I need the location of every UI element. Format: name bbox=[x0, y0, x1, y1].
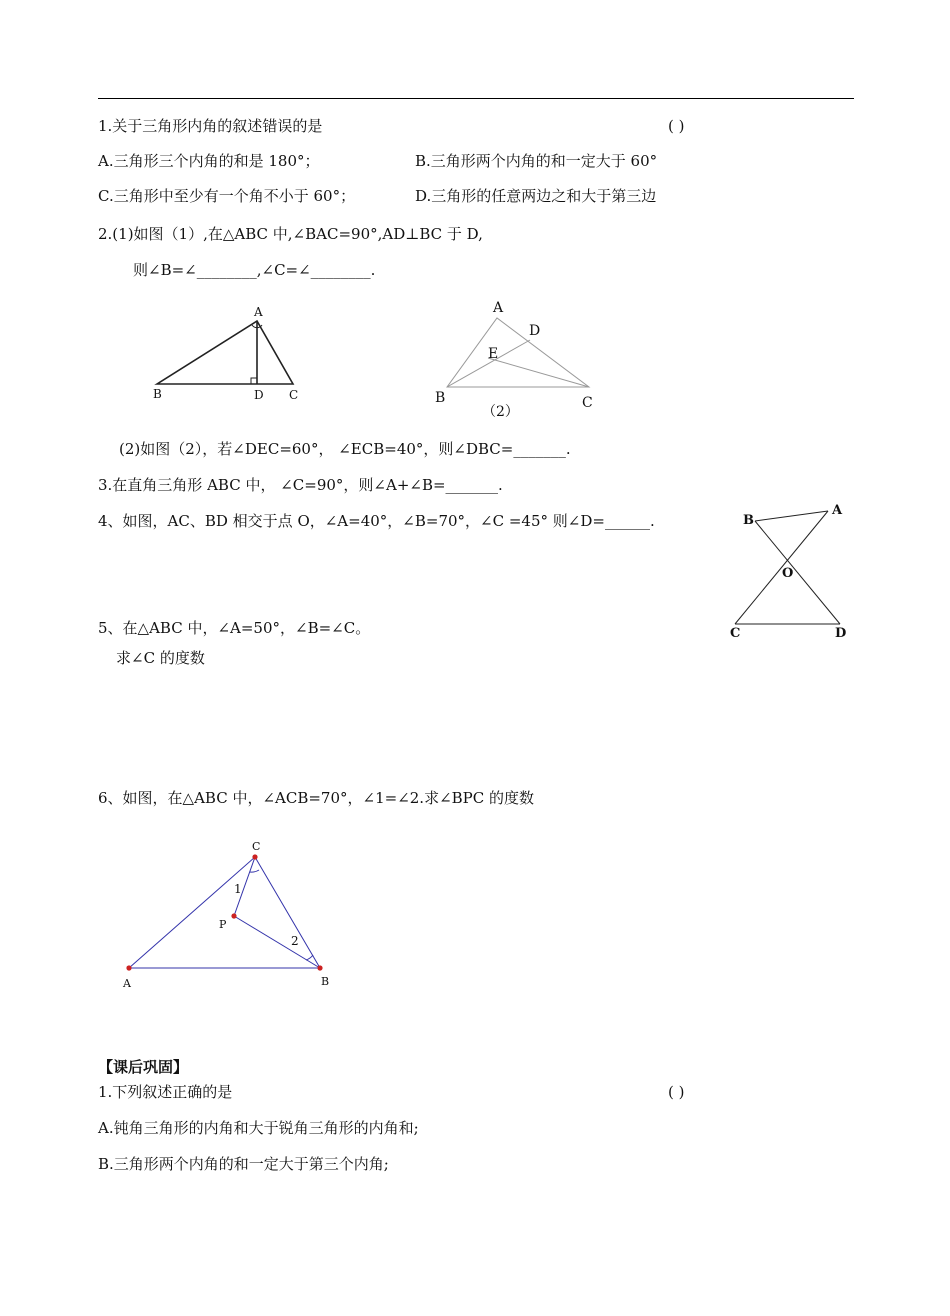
fig4-label-b: B bbox=[321, 975, 330, 988]
fig2-label-c: C bbox=[582, 395, 593, 411]
fig1-label-d: D bbox=[254, 388, 264, 402]
q4-text: 4、如图，AC、BD 相交于点 O，∠A=40°，∠B=70°，∠C =45° 则∠D=______. bbox=[98, 512, 655, 530]
fig2-caption: （2） bbox=[482, 404, 519, 420]
fig4-point-a bbox=[126, 965, 131, 970]
q1-option-d: D.三角形的任意两边之和大于第三边 bbox=[415, 187, 657, 205]
fig4-point-p bbox=[231, 913, 236, 918]
q1-answer-paren: ( ) bbox=[668, 117, 685, 135]
q2-part2: (2)如图（2），若∠DEC=60°， ∠ECB=40°，则∠DBC=_______. bbox=[119, 440, 571, 458]
q5-line2: 求∠C 的度数 bbox=[116, 649, 205, 667]
fig3-label-b: B bbox=[743, 513, 754, 528]
fig4-point-b bbox=[317, 965, 322, 970]
review-heading: 【课后巩固】 bbox=[98, 1058, 189, 1076]
fig2-label-e: E bbox=[488, 346, 499, 362]
fig4-label-c: C bbox=[252, 840, 261, 853]
review-q1-answer-paren: ( ) bbox=[668, 1083, 685, 1101]
fig2-label-b: B bbox=[435, 390, 446, 406]
fig3-label-o: O bbox=[782, 566, 794, 581]
fig4-label-p: P bbox=[219, 918, 227, 931]
fig4-triangle bbox=[129, 857, 320, 968]
q2-line1: 2.(1)如图（1）,在△ABC 中,∠BAC=90°,AD⊥BC 于 D, bbox=[98, 225, 483, 243]
fig4-segment-pb bbox=[234, 916, 320, 968]
fig1-label-a: A bbox=[254, 305, 263, 319]
fig4-point-c bbox=[252, 854, 257, 859]
review-q1-stem: 1.下列叙述正确的是 bbox=[98, 1083, 233, 1101]
q2-line2: 则∠B=∠________,∠C=∠________. bbox=[133, 261, 376, 279]
fig4-angle-1-arc bbox=[250, 870, 259, 872]
fig3-label-c: C bbox=[730, 626, 741, 641]
fig4-label-1: 1 bbox=[234, 882, 242, 896]
review-q1-option-b: B.三角形两个内角的和一定大于第三个内角; bbox=[98, 1155, 389, 1173]
q1-option-b: B.三角形两个内角的和一定大于 60° bbox=[415, 152, 658, 170]
q3-text: 3.在直角三角形 ABC 中， ∠C=90°，则∠A+∠B=_______. bbox=[98, 476, 503, 494]
q1-option-a: A.三角形三个内角的和是 180°； bbox=[98, 152, 320, 170]
fig1-label-b: B bbox=[153, 387, 162, 401]
fig1-label-c: C bbox=[289, 388, 299, 402]
fig4-label-2: 2 bbox=[291, 934, 299, 948]
fig4-angle-2-arc bbox=[306, 955, 313, 960]
review-q1-option-a: A.钝角三角形的内角和大于锐角三角形的内角和; bbox=[98, 1119, 419, 1137]
fig3-label-d: D bbox=[835, 626, 847, 641]
q1-option-c: C.三角形中至少有一个角不小于 60°； bbox=[98, 187, 356, 205]
fig2-label-d: D bbox=[529, 323, 541, 339]
fig2-label-a: A bbox=[493, 300, 504, 316]
fig3-label-a: A bbox=[832, 503, 843, 518]
q6-text: 6、如图，在△ABC 中，∠ACB=70°，∠1=∠2.求∠BPC 的度数 bbox=[98, 789, 535, 807]
q1-stem: 1.关于三角形内角的叙述错误的是 bbox=[98, 117, 323, 135]
q5-line1: 5、在△ABC 中，∠A=50°，∠B=∠C。 bbox=[98, 619, 371, 637]
fig4-label-a: A bbox=[123, 977, 131, 990]
